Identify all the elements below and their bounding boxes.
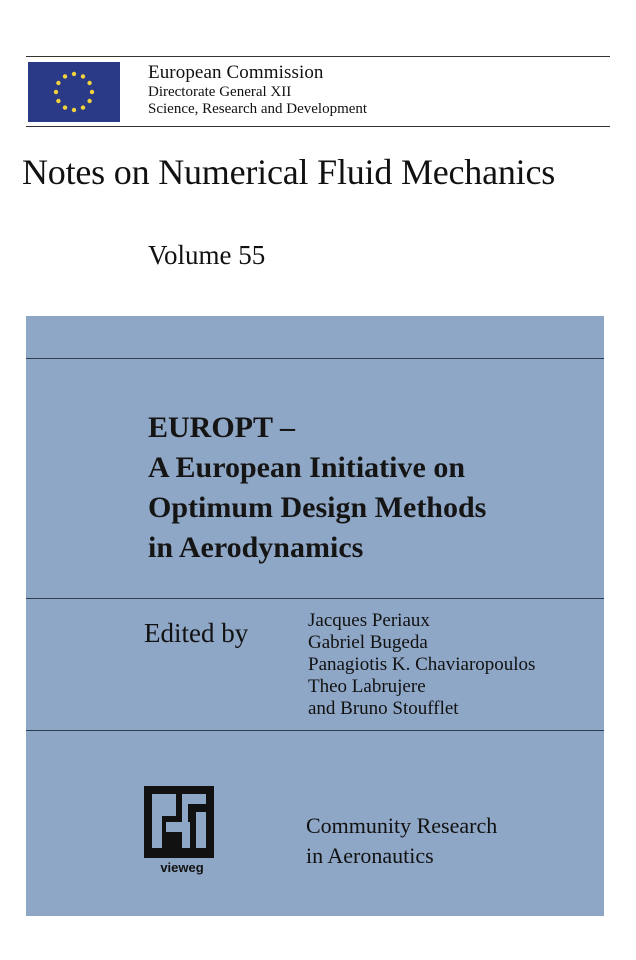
title-line: in Aerodynamics	[148, 531, 364, 564]
flag-star	[63, 74, 67, 78]
flag-star	[72, 72, 76, 76]
editor-name: and Bruno Stoufflet	[308, 698, 459, 719]
panel-rule	[26, 730, 604, 731]
top-rule	[26, 56, 610, 57]
vieweg-logo-icon	[142, 786, 222, 876]
volume-number: Volume 55	[148, 240, 266, 270]
flag-star	[87, 99, 91, 103]
title-line: Optimum Design Methods	[148, 491, 487, 524]
panel-rule	[26, 598, 604, 599]
program-line: Community Research	[306, 813, 498, 838]
flag-star	[54, 90, 58, 94]
editor-name: Gabriel Bugeda	[308, 632, 428, 653]
cover-panel	[26, 316, 604, 916]
commission-block	[148, 62, 367, 118]
program-name	[306, 811, 497, 871]
flag-star	[56, 99, 60, 103]
editor-name: Panagiotis K. Chaviaropoulos	[308, 654, 536, 675]
series-title: Notes on Numerical Fluid Mechanics	[22, 152, 556, 192]
flag-star	[81, 105, 85, 109]
eu-flag-icon	[28, 62, 120, 122]
program-line: in Aeronautics	[306, 843, 434, 868]
flag-star	[72, 108, 76, 112]
department-name: Science, Research and Development	[148, 101, 368, 117]
panel-rule	[26, 358, 604, 359]
directorate-name: Directorate General XII	[148, 84, 292, 100]
editor-name: Jacques Periaux	[308, 610, 430, 631]
book-title	[148, 408, 486, 568]
flag-star	[87, 81, 91, 85]
flag-star	[90, 90, 94, 94]
edited-by-label: Edited by	[144, 618, 249, 648]
title-line: EUROPT –	[148, 411, 295, 444]
editor-name: Theo Labrujere	[308, 676, 426, 697]
commission-name: European Commission	[148, 62, 324, 83]
vieweg-logo-text: vieweg	[160, 860, 204, 875]
header-rule	[26, 126, 610, 127]
flag-star	[81, 74, 85, 78]
flag-star	[63, 105, 67, 109]
editor-list	[308, 610, 535, 720]
flag-star	[56, 81, 60, 85]
title-line: A European Initiative on	[148, 451, 466, 484]
